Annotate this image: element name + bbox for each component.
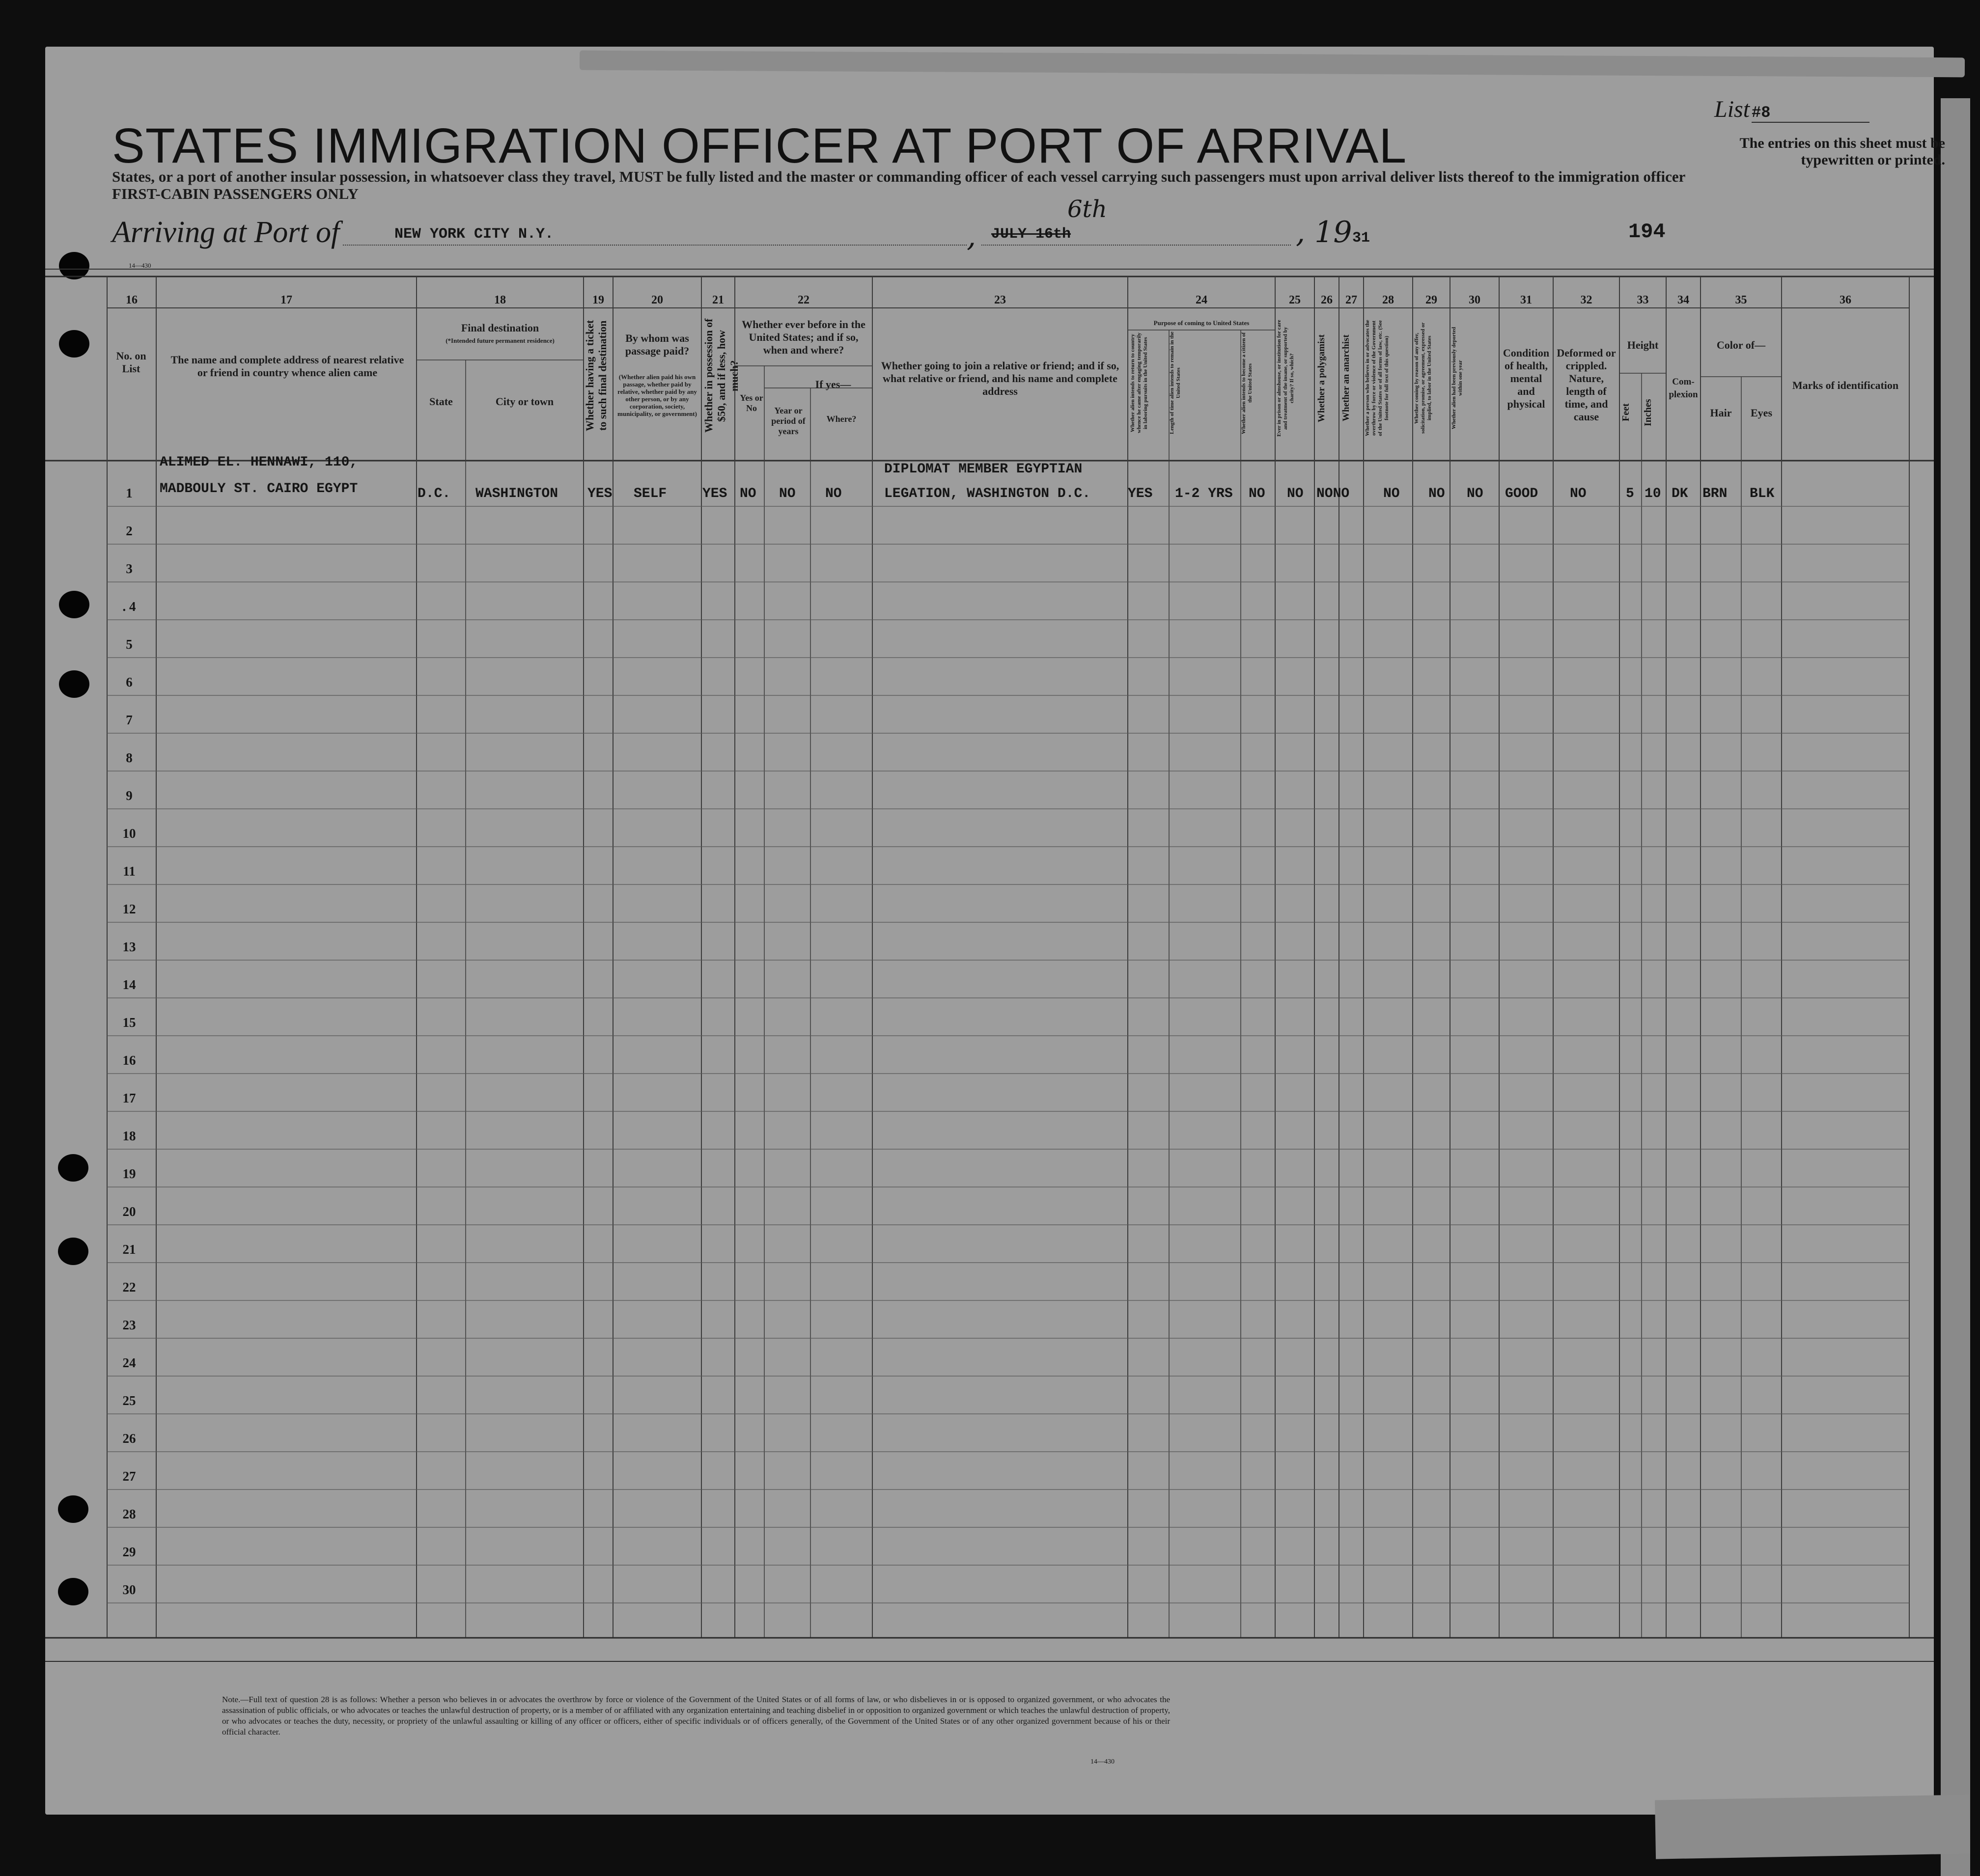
colnum-17: 17	[280, 294, 292, 306]
row-number: 8	[126, 750, 133, 765]
header-relative-address: The name and complete address of nearest relative or friend in country whence alien came	[170, 354, 404, 379]
possession-50-value: YES	[702, 486, 727, 501]
colnum-20: 20	[651, 294, 663, 306]
colnum-18: 18	[494, 294, 506, 306]
row-number: 18	[122, 1129, 136, 1143]
row-number: 29	[122, 1545, 136, 1559]
header-possession-50: Whether in possession of $50, and if less, how much?	[702, 318, 740, 433]
header-marks: Marks of identification	[1792, 379, 1899, 391]
passage-paid-value: SELF	[634, 486, 667, 501]
colnum-26: 26	[1321, 294, 1333, 306]
colnum-25: 25	[1289, 294, 1301, 306]
deformed-value: NO	[1570, 486, 1587, 501]
row-number: 30	[122, 1582, 136, 1597]
row-number: 26	[122, 1431, 136, 1446]
length-of-stay-value: 1-2 YRS	[1175, 486, 1233, 501]
row-number: 20	[122, 1204, 136, 1219]
row-number: 10	[122, 826, 136, 841]
prison-value: NO	[1287, 486, 1304, 501]
header-feet: Feet	[1620, 403, 1631, 422]
become-citizen-value: NO	[1249, 486, 1265, 501]
row-number: 5	[126, 637, 133, 652]
header-final-destination: Final destination	[461, 322, 539, 334]
row-number: . 4	[122, 599, 136, 614]
header-hair: Hair	[1710, 407, 1732, 419]
header-return-intent: Whether alien intends to return to country whence he came after engaging temporarily in laboring pursuits in the United States	[1130, 332, 1148, 434]
comma: ,	[967, 219, 976, 253]
header-become-citizen: Whether alien intends to become a citizen of the United States	[1241, 332, 1253, 434]
header-class: FIRST-CABIN PASSENGERS ONLY	[112, 185, 359, 202]
health-value: GOOD	[1505, 486, 1538, 501]
row-number: 7	[126, 713, 133, 727]
colnum-22: 22	[798, 294, 809, 306]
row-number: 6	[126, 675, 133, 690]
header-state: State	[429, 395, 453, 408]
joining-line1: DIPLOMAT MEMBER EGYPTIAN	[884, 462, 1083, 477]
row-number: 13	[122, 939, 136, 954]
header-if-yes: If yes—	[815, 378, 851, 390]
header-no-on-list: No. on List	[116, 350, 146, 375]
header-deformed: Deformed or crippled. Nature, length of time, and cause	[1557, 347, 1616, 423]
destination-city: WASHINGTON	[475, 486, 558, 501]
relative-address-line1: ALIMED EL. HENNAWI, 110,	[160, 455, 358, 470]
relative-address-line2: MADBOULY ST. CAIRO EGYPT	[160, 481, 358, 497]
row-number: 14	[122, 977, 136, 992]
labor-offer-value: NO	[1428, 486, 1445, 501]
form-code: 14—430	[129, 262, 151, 269]
header-deported: Whether alien had been previously deported within one year	[1451, 327, 1463, 430]
row-number: 15	[122, 1015, 136, 1030]
header-ever-before: Whether ever before in the United States; and if so, when and where?	[742, 318, 865, 356]
date-typed: JULY 16th	[991, 226, 1071, 243]
polygamist-anarchist-value: NONO	[1316, 486, 1350, 501]
header-year-period: Year or period of years	[771, 406, 806, 436]
colnum-31: 31	[1520, 294, 1532, 306]
header-instruction: States, or a port of another insular possession, in whatsoever class they travel, MUST be fully listed and the master or commanding officer of each vessel carrying such passengers must upon arrival deliver lists thereof to the immigration officer	[112, 168, 1686, 185]
header-inches: Inches	[1643, 399, 1653, 426]
header-polygamist: Whether a polygamist	[1316, 334, 1327, 422]
colnum-21: 21	[712, 294, 724, 306]
header-passage-paid-note: (Whether alien paid his own passage, whether paid by relative, whether paid by any other person, or by any corporation, society, municipality, or government)	[617, 373, 697, 417]
footnote-form-code: 14—430	[1090, 1758, 1115, 1766]
colnum-32: 32	[1580, 294, 1592, 306]
year-prefix: , 19	[1296, 215, 1352, 249]
header-anarchist: Whether an anarchist	[1341, 334, 1351, 422]
before-where-value: NO	[825, 486, 842, 501]
footnote: Note.—Full text of question 28 is as follows: Whether a person who believes in or advocates the overthrow by force or violence of the Government of the United States or of all forms of law, or who disbelieves in or is opposed to organized government, or who advocates the assassination of public officials, or who advocates or teaches the unlawful destruction of property, or is a member of or affiliated with any organization entertaining and teaching disbelief in or opposition to organized government or which teaches the unlawful destruction of property, or who advocates or teaches the duty, necessity, or propriety of the unlawful assaulting or killing of any officer or officers, either of specific individuals or of officers generally, of the Government of the United States or of any other organized government because of his or their official character.	[222, 1695, 1170, 1737]
header-eyes: Eyes	[1751, 407, 1772, 419]
row-number: 23	[122, 1318, 136, 1332]
header-health: Condition of health, mental and physical	[1503, 347, 1550, 410]
colnum-36: 36	[1840, 294, 1851, 306]
typewritten-note: The entries on this sheet must be typewritten or printed.	[1739, 135, 1945, 168]
height-inches-value: 10	[1645, 486, 1661, 501]
row-number: 27	[122, 1469, 136, 1484]
header-complexion: Com-plexion	[1669, 377, 1698, 400]
row-number: 1	[126, 486, 133, 500]
colnum-24: 24	[1196, 294, 1207, 306]
header-yes-or-no: Yes or No	[740, 393, 763, 413]
row-number: 28	[122, 1507, 136, 1521]
before-year-value: NO	[779, 486, 796, 501]
colnum-34: 34	[1677, 294, 1689, 306]
header-ticket: Whether having a ticket to such final destination	[584, 320, 609, 432]
row-number: 16	[122, 1053, 136, 1068]
row-number: 2	[126, 524, 133, 538]
header-purpose: Purpose of coming to United States	[1153, 319, 1250, 327]
joining-line2: LEGATION, WASHINGTON D.C.	[884, 486, 1091, 501]
port-value: NEW YORK CITY N.Y.	[394, 226, 554, 243]
overthrow-value: NO	[1383, 486, 1400, 501]
destination-state: D.C.	[418, 486, 451, 501]
deported-value: NO	[1467, 486, 1483, 501]
document-number: 194	[1628, 220, 1666, 244]
colnum-35: 35	[1735, 294, 1747, 306]
before-in-us-value: NO	[740, 486, 756, 501]
row-number: 12	[122, 902, 136, 916]
colnum-28: 28	[1382, 294, 1394, 306]
row-number: 11	[123, 864, 136, 879]
row-number: 9	[126, 788, 133, 803]
row-number: 19	[122, 1166, 136, 1181]
header-labor-offer: Whether coming by reason of any offer, solicitation, promise, or agreement, expressed or implied, to labor in the United States	[1414, 322, 1432, 434]
colnum-23: 23	[994, 294, 1006, 306]
colnum-16: 16	[126, 294, 138, 306]
year-suffix: 31	[1352, 230, 1370, 247]
header-color-of: Color of—	[1716, 339, 1766, 351]
list-label: List	[1714, 96, 1750, 122]
colnum-19: 19	[592, 294, 604, 306]
eyes-value: BLK	[1750, 486, 1775, 501]
header-city: City or town	[495, 395, 554, 408]
header-where: Where?	[826, 414, 857, 424]
colnum-33: 33	[1637, 294, 1649, 306]
colnum-29: 29	[1425, 294, 1437, 306]
row-number: 22	[122, 1280, 136, 1295]
page-title: STATES IMMIGRATION OFFICER AT PORT OF ARRIVAL	[112, 118, 1407, 173]
colnum-30: 30	[1469, 294, 1480, 306]
row-number: 21	[122, 1242, 136, 1257]
colnum-27: 27	[1345, 294, 1357, 306]
row-number: 17	[122, 1091, 136, 1105]
row-number: 25	[122, 1393, 136, 1408]
header-passage-paid: By whom was passage paid?	[625, 332, 690, 357]
complexion-value: DK	[1672, 486, 1688, 501]
header-joining-relative: Whether going to join a relative or friend; and if so, what relative or friend, and his name and complete address	[881, 359, 1119, 397]
header-length-of-stay: Length of time alien intends to remain in the United States	[1169, 331, 1181, 435]
header-height: Height	[1627, 339, 1659, 351]
row-number: 3	[126, 561, 133, 576]
header-prison-almshouse: Ever in prison or almshouse, or institution for care and treatment of the insane, or supported by charity? If so, which?	[1276, 320, 1295, 437]
header-overthrow: Whether a person who believes in or advocates the overthrow by force or violence of the Government of the United States or of all forms of law, etc. (See footnote for full text of this question)	[1365, 320, 1390, 437]
header-final-destination-note: (*Intended future permanent residence)	[446, 337, 555, 344]
arriving-label: Arriving at Port of	[112, 216, 340, 249]
ticket-value: YES	[587, 486, 613, 501]
hair-value: BRN	[1702, 486, 1728, 501]
row-number: 24	[122, 1355, 136, 1370]
return-intent-value: YES	[1128, 486, 1153, 501]
list-value: #8	[1752, 104, 1869, 123]
height-feet-value: 5	[1626, 486, 1634, 501]
date-handwritten: 6th	[1067, 195, 1107, 223]
